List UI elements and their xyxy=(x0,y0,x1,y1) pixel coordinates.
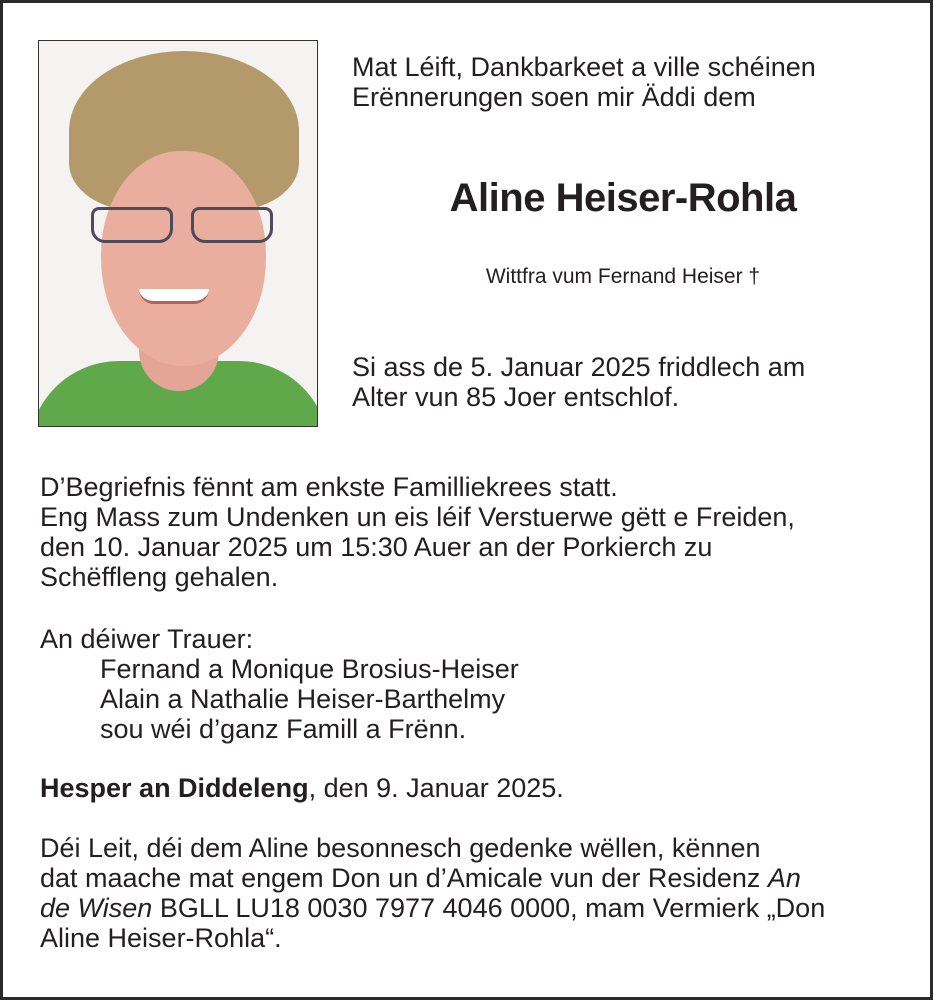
funeral-line: Eng Mass zum Undenken un eis léif Verstuerwe gëtt e Freiden, xyxy=(40,502,795,532)
funeral-text xyxy=(40,472,795,592)
death-text xyxy=(352,352,805,412)
widow-subtitle: Wittfra vum Fernand Heiser † xyxy=(485,265,761,288)
mourners-heading: An déiwer Trauer: xyxy=(40,624,254,654)
photo-glasses xyxy=(79,207,279,243)
donation-text xyxy=(40,833,825,953)
mourner-line: sou wéi d’ganz Famill a Frënn. xyxy=(100,714,467,744)
death-line: Si ass de 5. Januar 2025 friddlech am xyxy=(352,352,806,382)
funeral-line: den 10. Januar 2025 um 15:30 Auer an der Porkierch zu xyxy=(40,532,713,562)
funeral-line: D’Begriefnis fënnt am enkste Familliekrees statt. xyxy=(40,472,618,502)
photo-face xyxy=(101,151,266,366)
donation-line: Déi Leit, déi dem Aline besonnesch gedenke wëllen, kënnen xyxy=(40,833,761,863)
mourner-line: Alain a Nathalie Heiser-Barthelmy xyxy=(100,684,506,714)
intro-text xyxy=(352,52,816,112)
portrait-photo xyxy=(38,40,318,427)
date-text: , den 9. Januar 2025. xyxy=(308,773,564,803)
place-date xyxy=(40,773,564,803)
donation-line xyxy=(40,893,825,923)
place-name: Hesper an Diddeleng xyxy=(40,773,309,803)
intro-line: Erënnerungen soen mir Äddi dem xyxy=(352,82,756,112)
donation-line: Aline Heiser-Rohla“. xyxy=(40,923,282,953)
mourners-block xyxy=(40,624,519,744)
mourner-line: Fernand a Monique Brosius-Heiser xyxy=(100,654,519,684)
deceased-name: Aline Heiser-Rohla xyxy=(449,176,797,220)
death-line: Alter vun 85 Joer entschlof. xyxy=(352,382,680,412)
intro-line: Mat Léift, Dankbarkeet a ville schéinen xyxy=(352,52,816,82)
residence-name-part: de Wisen xyxy=(40,893,153,923)
photo-smile xyxy=(139,289,209,304)
residence-name-part: An xyxy=(767,863,801,893)
donation-line xyxy=(40,863,825,893)
donation-text-part: dat maache mat engem Don un d’Amicale vun der Residenz xyxy=(40,863,768,893)
bank-account-text: BGLL LU18 0030 7977 4046 0000, mam Vermierk „Don xyxy=(152,893,826,923)
funeral-line: Schëffleng gehalen. xyxy=(40,562,279,592)
